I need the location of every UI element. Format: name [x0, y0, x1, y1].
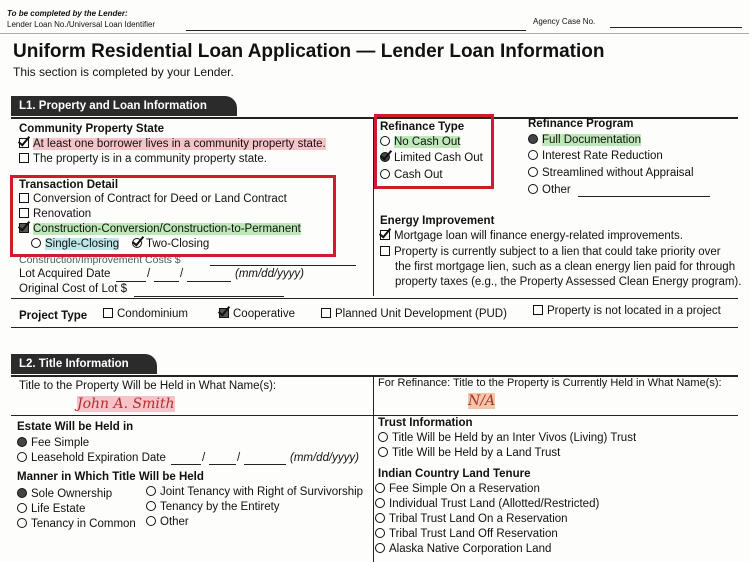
manner-option-2[interactable] [17, 502, 85, 516]
trust-option-2[interactable] [378, 446, 560, 460]
section-l2-tab: L2. Title Information [11, 354, 157, 374]
energy-option-2-line-2: the first mortgage lien, such as a clean energy lien paid for through [395, 261, 736, 273]
estate-heading: Estate Will be Held in [17, 421, 134, 433]
trust-option-1[interactable] [378, 431, 636, 445]
manner-option-3[interactable] [17, 517, 136, 531]
page-subtitle: This section is completed by your Lender. [13, 65, 234, 79]
two-closing-label: Two-Closing [146, 238, 210, 250]
lot-year-field[interactable] [187, 281, 231, 282]
manner-option-4-label: Joint Tenancy with Right of Survivorship [160, 486, 364, 498]
community-heading: Community Property State [19, 123, 165, 135]
energy-option-1[interactable] [380, 229, 683, 243]
refi-type-option-3-label: Cash Out [394, 169, 443, 181]
energy-option-2-line-1: Property is currently subject to a lien that could take priority over [394, 246, 721, 258]
indian-option-4-label: Tribal Trust Land Off Reservation [389, 528, 558, 540]
lot-date-label: Lot Acquired Date [19, 268, 111, 280]
refi-program-option-2[interactable] [528, 149, 663, 163]
indian-option-1[interactable] [375, 482, 540, 496]
estate-option-2-label: Leasehold Expiration Date [31, 452, 166, 464]
project-option-1-label: Condominium [117, 308, 188, 320]
project-option-4[interactable] [533, 304, 721, 318]
completed-by-label: To be completed by the Lender: [7, 9, 128, 18]
energy-option-2-line-3: property taxes (e.g., the Property Assessed Clean Energy program). [395, 276, 742, 288]
radio-filled-icon[interactable] [528, 134, 538, 144]
checkbox-icon[interactable] [321, 308, 331, 318]
checkbox-icon[interactable] [103, 308, 113, 318]
title-held-value[interactable] [77, 396, 175, 412]
transaction-option-2-label: Renovation [33, 208, 92, 220]
leasehold-month-field[interactable] [171, 464, 201, 465]
transaction-option-1-label: Conversion of Contract for Deed or Land Contract [33, 193, 287, 205]
radio-icon[interactable] [375, 498, 385, 508]
project-option-4-label: Property is not located in a project [547, 305, 721, 317]
page-title: Uniform Residential Loan Application — Lender Loan Information [13, 41, 605, 62]
leasehold-day-field[interactable] [209, 464, 236, 465]
refi-program-option-4-label: Other [542, 184, 571, 196]
radio-icon[interactable] [375, 528, 385, 538]
title-row-rule [11, 415, 738, 416]
radio-icon[interactable] [146, 516, 156, 526]
project-top-rule [11, 298, 738, 299]
title-held-handwriting: John A. Smith [77, 396, 175, 412]
indian-option-3[interactable] [375, 512, 568, 526]
community-option-1-label: At least one borrower lives in a community property state. [33, 138, 326, 150]
radio-icon[interactable] [17, 452, 27, 462]
community-option-2-label: The property is in a community property state. [33, 153, 267, 165]
radio-icon[interactable] [17, 503, 27, 513]
community-option-2[interactable] [19, 152, 267, 166]
refi-title-handwriting: N/A [468, 393, 496, 409]
radio-filled-icon[interactable] [17, 437, 27, 447]
energy-option-1-label: Mortgage loan will finance energy-related improvements. [394, 230, 683, 242]
single-closing-label: Single-Closing [45, 238, 120, 250]
original-cost-field[interactable] [134, 296, 284, 297]
energy-option-2[interactable] [380, 245, 721, 259]
manner-option-5-label: Tenancy by the Entirety [160, 501, 280, 513]
radio-icon[interactable] [375, 483, 385, 493]
title-held-label: Title to the Property Will be Held in What Name(s): [19, 380, 277, 392]
manner-option-5[interactable] [146, 500, 280, 514]
transaction-heading: Transaction Detail [19, 179, 119, 191]
refi-type-option-2-label: Limited Cash Out [394, 152, 483, 164]
refi-program-option-1[interactable] [528, 133, 641, 147]
transaction-option-3-label: Construction-Conversion/Construction-to-Permanent [33, 223, 301, 235]
project-option-3[interactable] [321, 307, 507, 321]
refi-program-option-2-label: Interest Rate Reduction [542, 150, 663, 162]
indian-option-2-label: Individual Trust Land (Allotted/Restricted) [389, 498, 600, 510]
manner-option-1-label: Sole Ownership [31, 488, 113, 500]
checkbox-checked-icon[interactable] [219, 308, 229, 318]
manner-option-3-label: Tenancy in Common [31, 518, 136, 530]
project-type-label: Project Type [19, 310, 88, 322]
estate-option-1-label: Fee Simple [31, 437, 90, 449]
trust-option-1-label: Title Will be Held by an Inter Vivos (Living) Trust [392, 432, 637, 444]
construction-cost-field[interactable] [210, 265, 356, 266]
indian-option-5[interactable] [375, 542, 551, 556]
checkbox-icon[interactable] [19, 153, 29, 163]
loan-number-field[interactable] [186, 30, 526, 31]
estate-option-1[interactable] [17, 436, 89, 450]
transaction-highlight-box [10, 175, 336, 257]
trust-heading: Trust Information [378, 417, 473, 429]
project-option-2-label: Cooperative [233, 308, 296, 320]
radio-icon[interactable] [528, 167, 538, 177]
community-option-1[interactable] [19, 137, 326, 151]
checkbox-checked-icon[interactable] [19, 138, 29, 148]
energy-heading: Energy Improvement [380, 215, 495, 227]
indian-option-3-label: Tribal Trust Land On a Reservation [389, 513, 568, 525]
original-cost-label: Original Cost of Lot $ [19, 283, 128, 295]
project-option-3-label: Planned Unit Development (PUD) [335, 308, 507, 320]
indian-option-2[interactable] [375, 497, 599, 511]
project-option-1[interactable] [103, 307, 188, 321]
lot-day-field[interactable] [154, 281, 179, 282]
radio-icon[interactable] [17, 518, 27, 528]
refi-type-option-1-label: No Cash Out [394, 136, 461, 148]
refi-type-heading: Refinance Type [380, 121, 465, 133]
date-slash: / [202, 452, 206, 464]
l2-column-divider [373, 376, 374, 562]
refi-program-other-field[interactable] [578, 196, 710, 197]
manner-option-2-label: Life Estate [31, 503, 86, 515]
indian-heading: Indian Country Land Tenure [378, 468, 531, 480]
refi-program-heading: Refinance Program [528, 118, 634, 130]
indian-option-5-label: Alaska Native Corporation Land [389, 543, 552, 555]
radio-icon[interactable] [146, 501, 156, 511]
checkbox-icon[interactable] [380, 246, 390, 256]
project-bottom-rule [11, 327, 738, 328]
project-option-2[interactable] [219, 307, 295, 321]
manner-option-4[interactable] [146, 485, 363, 499]
date-slash: / [147, 268, 151, 280]
radio-icon[interactable] [378, 447, 388, 457]
refi-type-highlight-box [374, 114, 494, 189]
trust-option-2-label: Title Will be Held by a Land Trust [392, 447, 561, 459]
checkbox-checked-icon[interactable] [380, 230, 390, 240]
section-l1-tab: L1. Property and Loan Information [11, 96, 237, 116]
refi-program-option-1-label: Full Documentation [542, 134, 642, 146]
refi-program-option-3-label: Streamlined without Appraisal [542, 167, 694, 179]
estate-option-2[interactable] [17, 451, 166, 465]
leasehold-date-format: (mm/dd/yyyy) [290, 452, 359, 464]
indian-option-1-label: Fee Simple On a Reservation [389, 483, 540, 495]
refi-title-value[interactable] [468, 393, 495, 409]
indian-option-4[interactable] [375, 527, 558, 541]
date-slash: / [237, 452, 241, 464]
radio-icon[interactable] [375, 543, 385, 553]
agency-case-field[interactable] [610, 27, 742, 28]
agency-case-label: Agency Case No. [533, 17, 596, 26]
lot-date-format: (mm/dd/yyyy) [235, 268, 304, 280]
loan-number-label: Lender Loan No./Universal Loan Identifier [7, 20, 156, 29]
date-slash: / [180, 268, 184, 280]
radio-icon[interactable] [375, 513, 385, 523]
radio-icon[interactable] [528, 150, 538, 160]
manner-option-1[interactable] [17, 487, 112, 501]
radio-icon[interactable] [146, 486, 156, 496]
refi-title-label: For Refinance: Title to the Property is Currently Held in What Name(s): [378, 377, 722, 389]
manner-heading: Manner in Which Title Will be Held [17, 471, 204, 483]
construction-cost-label: Construction/Improvement Costs $ [19, 254, 181, 266]
checkbox-icon[interactable] [533, 305, 543, 315]
refi-program-option-3[interactable] [528, 166, 694, 180]
header-divider [0, 33, 749, 34]
manner-option-6-label: Other [160, 516, 189, 528]
radio-icon[interactable] [378, 432, 388, 442]
radio-icon[interactable] [528, 184, 538, 194]
leasehold-year-field[interactable] [244, 464, 286, 465]
manner-option-6[interactable] [146, 515, 189, 529]
refi-program-option-4[interactable] [528, 183, 571, 197]
radio-filled-icon[interactable] [17, 488, 27, 498]
